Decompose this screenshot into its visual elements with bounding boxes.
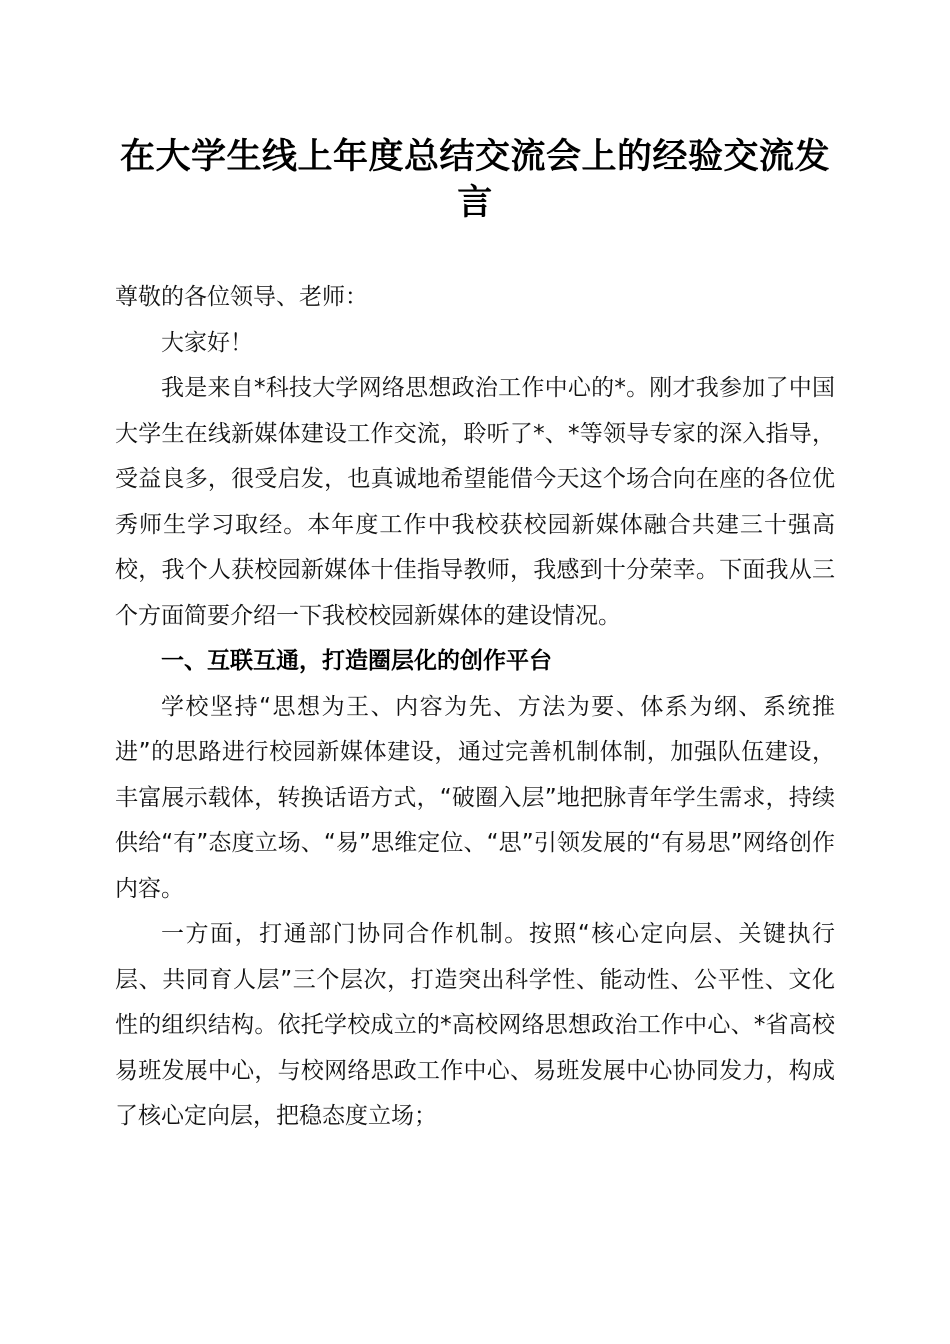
document-title: 在大学生线上年度总结交流会上的经验交流发言 [119,136,830,223]
section-1-paragraph-2: 一方面，打通部门协同合作机制。按照“核心定向层、关键执行层、共同育人层”三个层次，打造突出科学性、能动性、公平性、文化性的组织结构。依托学校成立的*高校网络思想政治工作中心、*省高校易班发展中心，与校网络思政工作中心、易班发展中心协同发力，构成了核心定向层，把稳态度立场； [115,921,835,1129]
intro-paragraph: 我是来自*科技大学网络思想政治工作中心的*。刚才我参加了中国大学生在线新媒体建设工作交流，聆听了*、*等领导专家的深入指导，受益良多，很受启发，也真诚地希望能借今天这个场合向在座的各位优秀师生学习取经。本年度工作中我校获校园新媒体融合共建三十强高校，我个人获校园新媒体十佳指导教师，我感到十分荣幸。下面我从三个方面简要介绍一下我校校园新媒体的建设情况。 [115,375,835,629]
section-1-paragraph-1: 学校坚持“思想为王、内容为先、方法为要、体系为纲、系统推进”的思路进行校园新媒体建设，通过完善机制体制，加强队伍建设，丰富展示载体，转换话语方式，“破圈入层”地把脉青年学生需求，持续供给“有”态度立场、“易”思维定位、“思”引领发展的“有易思”网络创作内容。 [115,693,835,902]
salutation: 尊敬的各位领导、老师： [115,284,368,310]
greeting: 大家好！ [161,329,253,356]
section-heading-1: 一、互联互通，打造圈层化的创作平台 [161,648,552,674]
document-body [115,275,835,1140]
